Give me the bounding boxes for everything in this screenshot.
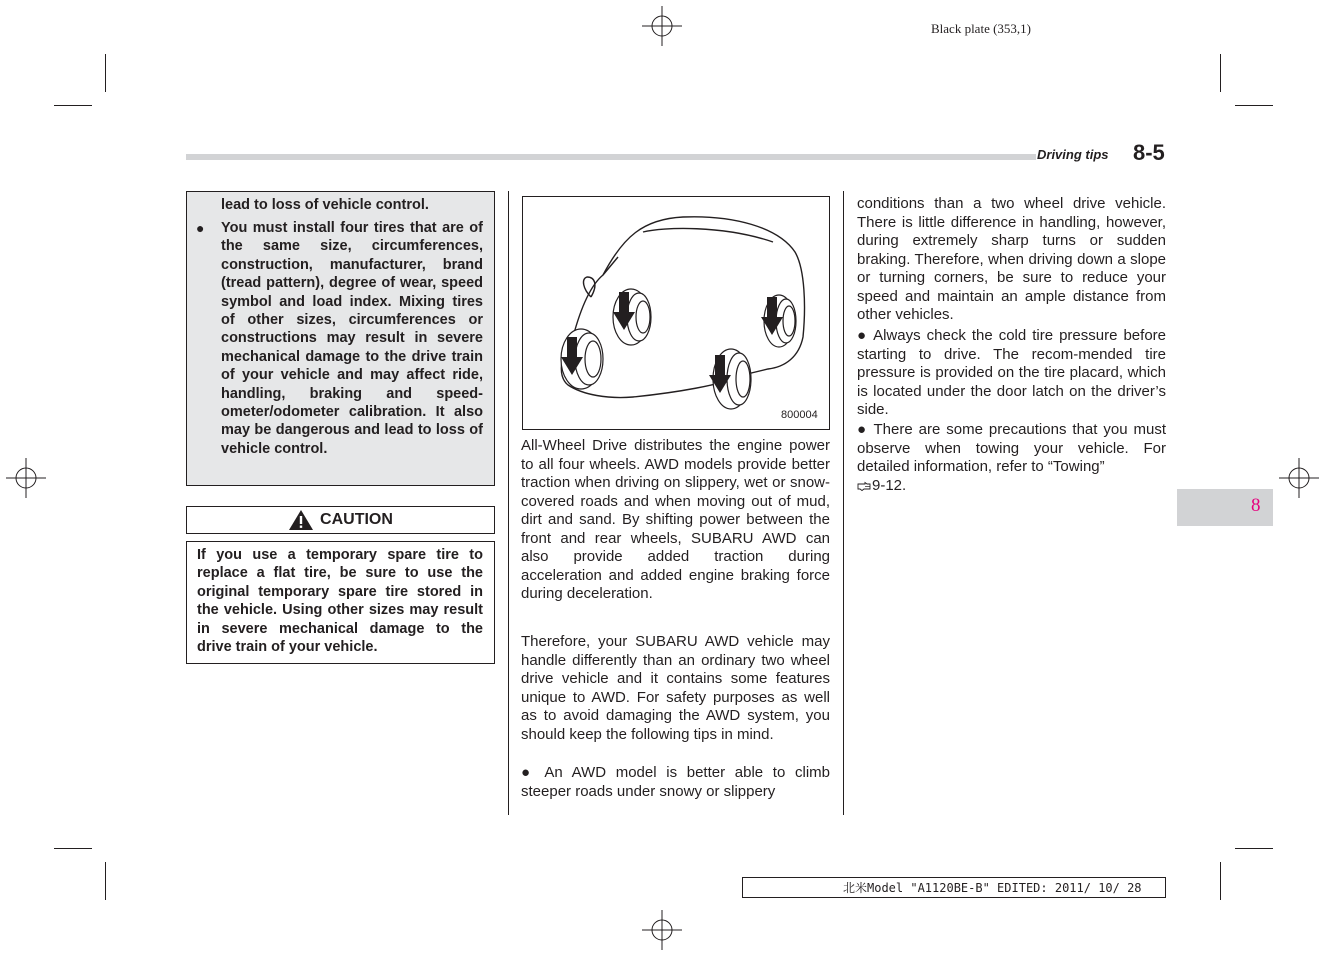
page-number: 8-5 [1133, 140, 1165, 165]
caution-header [186, 506, 495, 534]
warning-continuation: lead to loss of vehicle control. [221, 197, 429, 213]
towing-reference[interactable] [857, 477, 906, 496]
awd-climb-bullet: ● An AWD model is better able to climb steeper roads under snowy or slippery [521, 764, 830, 800]
bullet-icon: ● [196, 220, 205, 236]
tire-pressure-bullet: ● Always check the cold tire pressure before starting to drive. The recom-mended tire pressure is provided on the tire placard, which is located under the door latch on the driver’s side. [857, 327, 1166, 418]
awd-handling-paragraph: Therefore, your SUBARU AWD vehicle may handle differently than an ordinary two wheel drive vehicle and it contains some features unique to AWD. For safety purposes as well as to avoid damaging the AWD system, you should keep the following tips in mind. [521, 633, 830, 743]
plate-label: Black plate (353,1) [931, 21, 1031, 36]
registration-mark-icon [1279, 458, 1319, 498]
awd-figure [522, 196, 830, 430]
crop-mark [54, 848, 92, 849]
awd-intro-paragraph: All-Wheel Drive distributes the engine power to all four wheels. AWD models provide better traction when driving on slippery, wet or snow-covered roads and when moving out of mud, dirt and sand. By shifting power between the front and rear wheels, SUBARU AWD can also provide added traction during acceleration and added engine braking force during deceleration. [521, 437, 830, 602]
chapter-tab-number: 8 [1251, 495, 1261, 516]
crop-mark [1235, 848, 1273, 849]
registration-mark-icon [642, 6, 682, 46]
warning-triangle-icon [288, 509, 314, 531]
crop-mark [1220, 862, 1221, 900]
warning-bullet-text: You must install four tires that are of the same size, circumferences, construction, manufacturer, brand (tread pattern), degree of wear, speed symbol and load index. Mixing tires of other sizes, circumferences or constructions may result in severe mechanical damage to the drive train of your vehicle and may affect ride, handling, braking and speed-ometer/odometer calibration. It also may be dangerous and lead to loss of vehicle control. [221, 220, 483, 457]
crop-mark [105, 54, 106, 92]
page-reference: 9-12. [872, 477, 907, 494]
crop-mark [1220, 54, 1221, 92]
column-divider [843, 191, 844, 815]
crop-mark [54, 105, 92, 106]
footer-text: 北米Model "A1120BE-B" EDITED: 2011/ 10/ 28 [843, 881, 1142, 895]
pointing-hand-icon [857, 481, 871, 492]
crop-mark [1235, 105, 1273, 106]
awd-car-illustration-icon [523, 197, 829, 429]
figure-id: 800004 [781, 409, 818, 421]
section-title: Driving tips [1037, 147, 1109, 162]
registration-mark-icon [6, 458, 46, 498]
towing-bullet: ● There are some precautions that you must observe when towing your vehicle. For detailed information, refer to “Towing” [857, 421, 1166, 475]
registration-mark-icon [642, 910, 682, 950]
header-bar [186, 154, 1036, 160]
crop-mark [105, 862, 106, 900]
caution-label: CAUTION [320, 511, 393, 528]
caution-text: If you use a temporary spare tire to replace a flat tire, be sure to use the original temporary spare tire stored in the vehicle. Using other sizes may result in severe mechanical damage to the drive train of your vehicle. [197, 547, 483, 656]
conditions-paragraph: conditions than a two wheel drive vehicle. There is little difference in handling, however, during extremely sharp turns or sudden braking. Therefore, when driving down a slope or turning corners, be sure to reduce your speed and maintain an ample distance from other vehicles. [857, 195, 1166, 323]
column-divider [508, 191, 509, 815]
